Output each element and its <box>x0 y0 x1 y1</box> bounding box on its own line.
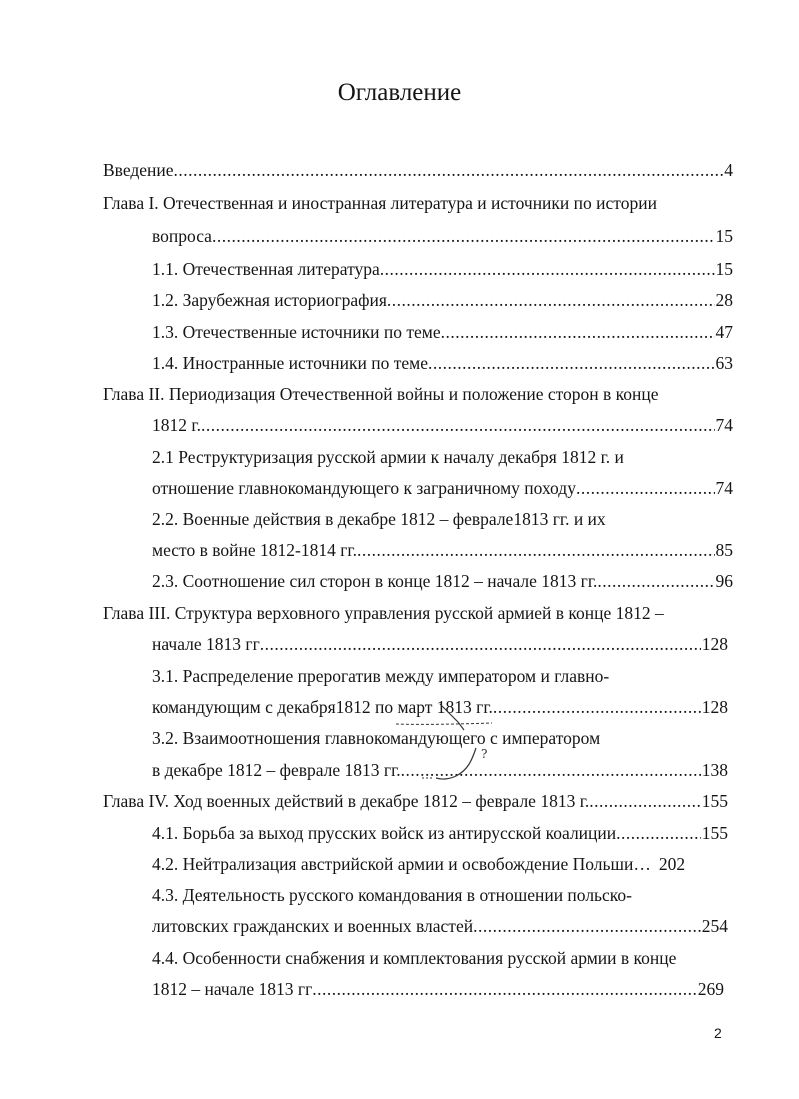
toc-entry-text: 1.1. Отечественная литература <box>152 259 380 279</box>
toc-chapter-2-title: Глава II. Периодизация Отечественной войны и положение сторон в конце <box>103 384 659 404</box>
toc-section-2-1-title: 2.1 Реструктуризация русской армии к началу декабря 1812 г. и <box>152 447 624 467</box>
toc-section-2-2-title: 2.2. Военные действия в декабре 1812 – феврале1813 гг. и их <box>152 509 606 529</box>
toc-entry-text: 1812 – начале 1813 гг <box>152 979 313 999</box>
toc-entry-page: 47 <box>715 322 733 342</box>
toc-entry-page: 15 <box>715 259 733 279</box>
toc-section-1-1 <box>152 253 733 285</box>
toc-section-4-2 <box>152 848 728 880</box>
toc-section-3-2-continuation <box>152 754 728 786</box>
toc-section-3-1-continuation <box>152 691 728 723</box>
toc-entry-text: 4.2. Нейтрализация австрийской армии и освобождение Польши… <box>152 854 651 874</box>
toc-entry-page: 269 <box>697 979 724 999</box>
toc-entry-page: 4 <box>724 160 733 180</box>
toc-entry-text: Введение <box>103 160 174 180</box>
toc-entry-text: 1.3. Отечественные источники по теме <box>152 322 441 342</box>
toc-entry-text: 1.4. Иностранные источники по теме <box>152 353 428 373</box>
toc-entry-page: 63 <box>715 353 733 373</box>
toc-chapter-3-continuation <box>152 628 728 660</box>
toc-entry-page: 28 <box>715 290 733 310</box>
toc-section-3-2-title: 3.2. Взаимоотношения главнокомандующего с императором <box>152 728 601 748</box>
toc-section-2-1-continuation <box>152 472 733 504</box>
toc-leader-dots <box>312 973 696 1005</box>
toc-leader-dots <box>576 472 715 504</box>
toc-leader-dots <box>387 284 715 316</box>
toc-entry-page: 254 <box>701 916 728 936</box>
toc-entry-page: 128 <box>701 697 728 717</box>
toc-leader-dots <box>174 154 724 186</box>
toc-leader-dots <box>589 785 700 817</box>
toc-section-3-1-title: 3.1. Распределение прерогатив между императором и главно- <box>152 666 610 686</box>
toc-entry-page: 74 <box>715 478 733 498</box>
page-title: Оглавление <box>337 79 462 106</box>
toc-section-1-4 <box>152 347 733 379</box>
toc-chapter-1-continuation <box>152 220 733 252</box>
toc-leader-dots <box>401 754 701 786</box>
toc-entry-page: 15 <box>715 226 733 246</box>
toc-entry-page: 202 <box>658 854 686 874</box>
toc-section-4-3-title: 4.3. Деятельность русского командования в отношении польско- <box>152 885 632 905</box>
toc-chapter-2-continuation <box>152 409 733 441</box>
toc-leader-dots <box>473 910 701 942</box>
toc-entry-page: 138 <box>701 760 728 780</box>
toc-entry-text: Глава IV. Ход военных действий в декабре 1812 – феврале 1813 г. <box>103 791 590 811</box>
toc-entry-text: 1.2. Зарубежная историография <box>152 290 387 310</box>
toc-entry-text: место в войне 1812-1814 гг. <box>152 540 357 560</box>
toc-entry-text: 2.3. Соотношение сил сторон в конце 1812 – начале 1813 гг. <box>152 571 598 591</box>
toc-entry-text: начале 1813 гг <box>152 634 260 654</box>
toc-entry-text: 1812 г. <box>152 415 201 435</box>
toc-leader-dots <box>428 347 715 379</box>
toc-entry-page: 74 <box>715 415 733 435</box>
toc-section-2-3 <box>152 565 733 597</box>
toc-entry-page: 128 <box>701 634 728 654</box>
toc-entry-page: 85 <box>715 540 733 560</box>
toc-entry-text: вопроса <box>152 226 212 246</box>
toc-entry-page: 155 <box>701 791 728 811</box>
toc-chapter-4 <box>103 785 728 817</box>
toc-leader-dots <box>597 565 714 597</box>
toc-section-4-4-title: 4.4. Особенности снабжения и комплектования русской армии в конце <box>152 948 677 968</box>
toc-entry-introduction <box>103 154 733 186</box>
toc-leader-dots <box>201 409 715 441</box>
toc-entry-page: 96 <box>715 571 733 591</box>
toc-leader-dots <box>212 220 715 252</box>
toc-entry-text: в декабре 1812 – феврале 1813 гг. <box>152 760 401 780</box>
toc-section-4-4-continuation <box>152 973 724 1005</box>
toc-leader-dots <box>357 534 715 566</box>
toc-leader-dots <box>260 628 701 660</box>
toc-chapter-3-title: Глава III. Структура верховного управления русской армией в конце 1812 – <box>103 603 664 623</box>
handwritten-question-mark: ? <box>481 747 488 761</box>
toc-entry-page: 155 <box>701 823 728 843</box>
toc-chapter-1-title: Глава I. Отечественная и иностранная литература и источники по истории <box>103 193 657 213</box>
toc-leader-dots <box>616 817 701 849</box>
toc-section-1-2 <box>152 284 733 316</box>
toc-leader-dots <box>380 253 715 285</box>
toc-entry-text: отношение главнокомандующего к заграничному походу <box>152 478 576 498</box>
toc-section-4-1 <box>152 817 728 849</box>
toc-section-4-3-continuation <box>152 910 728 942</box>
toc-entry-text: литовских гражданских и военных властей <box>152 916 474 936</box>
toc-entry-text: 4.1. Борьба за выход прусских войск из антирусской коалиции <box>152 823 617 843</box>
toc-entry-text: командующим с декабря1812 по март 1813 гг. <box>152 697 493 717</box>
page-number: 2 <box>714 1025 722 1041</box>
toc-section-1-3 <box>152 316 733 348</box>
toc-leader-dots <box>493 691 701 723</box>
toc-section-2-2-continuation <box>152 534 733 566</box>
toc-leader-dots <box>441 316 715 348</box>
